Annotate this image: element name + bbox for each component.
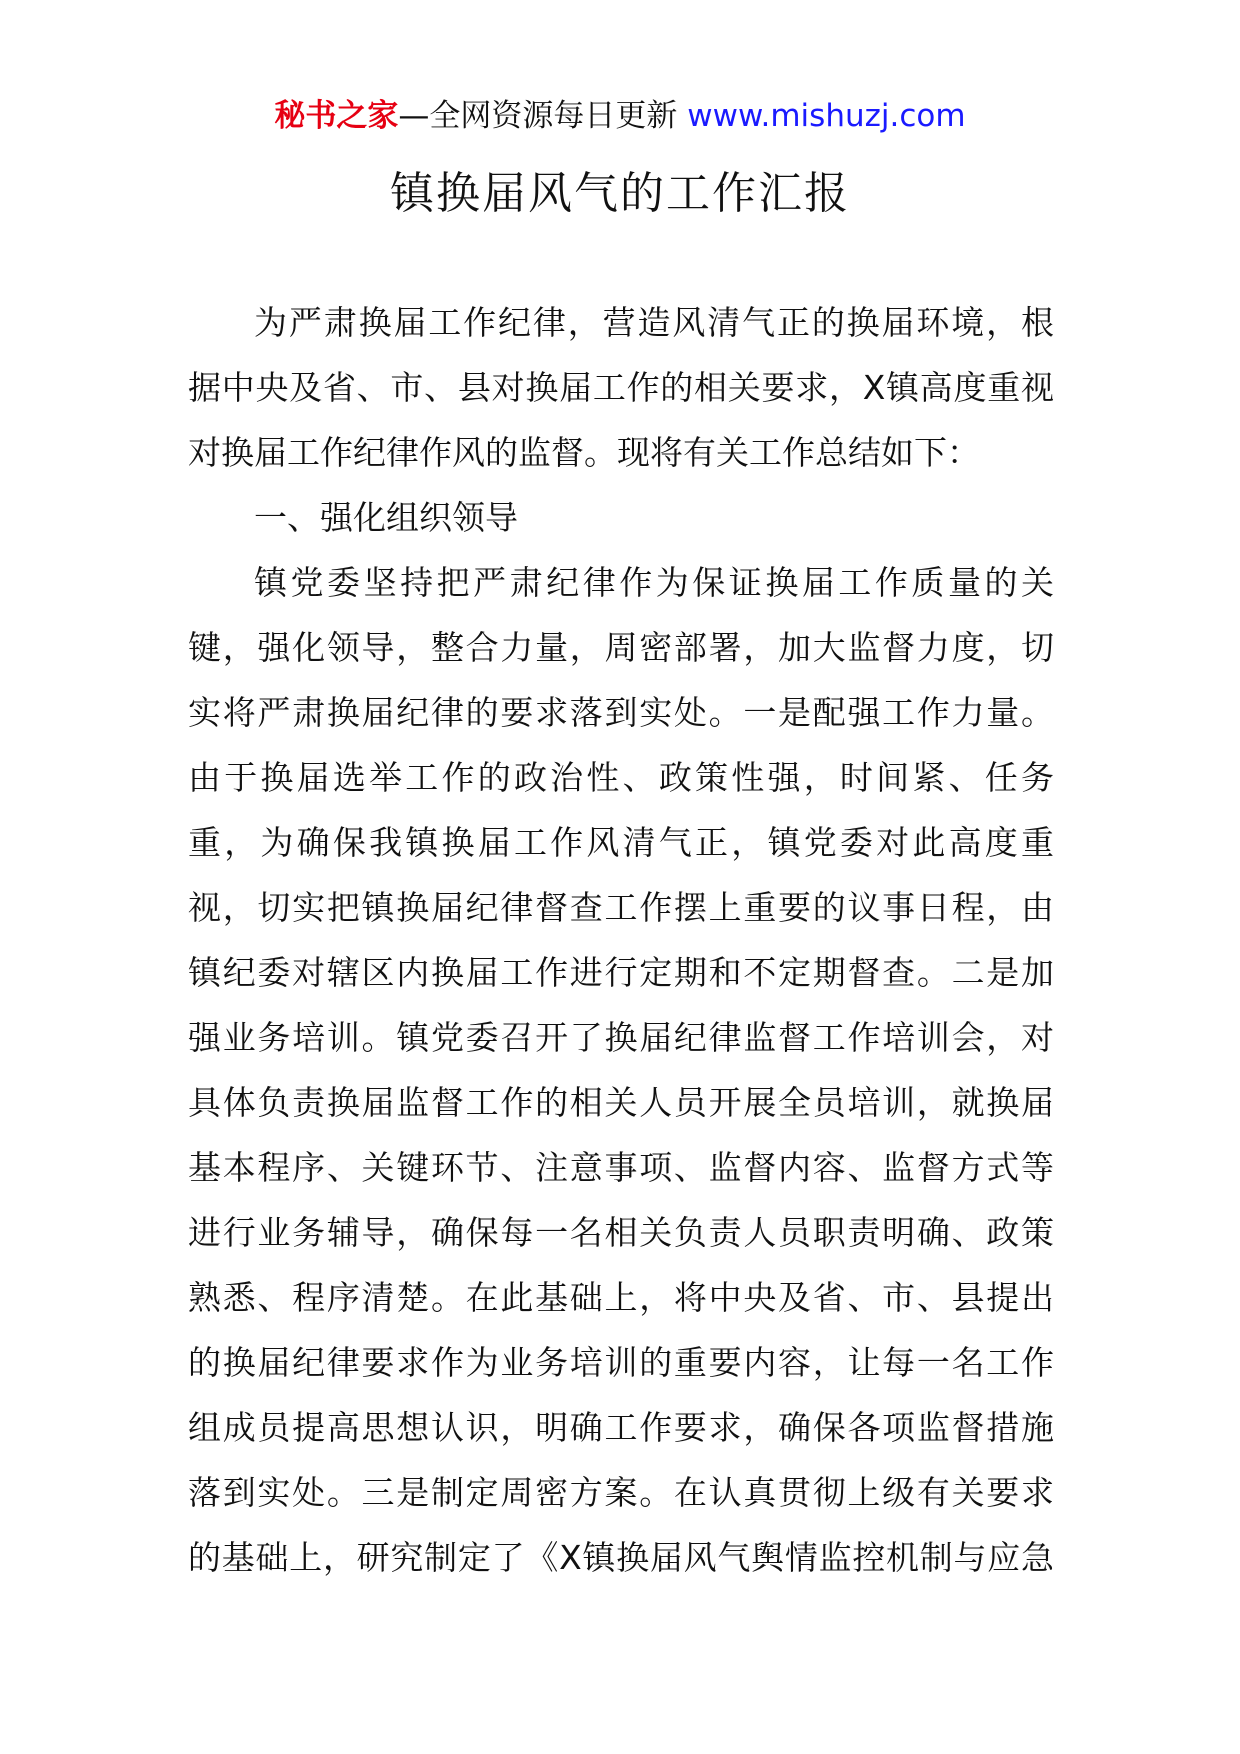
paragraph-line: 键，强化领导，整合力量，周密部署，加大监督力度，切: [188, 628, 1054, 667]
section-heading: 一、强化组织领导: [254, 498, 518, 537]
paragraph-line: 强业务培训。镇党委召开了换届纪律监督工作培训会，对: [188, 1018, 1054, 1057]
paragraph-line: 据中央及省、市、县对换届工作的相关要求，X镇高度重视: [188, 368, 1054, 407]
paragraph-line: 重，为确保我镇换届工作风清气正，镇党委对此高度重: [188, 823, 1054, 862]
paragraph-line: 具体负责换届监督工作的相关人员开展全员培训，就换届: [188, 1083, 1054, 1122]
paragraph-line: 镇党委坚持把严肃纪律作为保证换届工作质量的关: [254, 563, 1054, 602]
paragraph-line: 进行业务辅导，确保每一名相关负责人员职责明确、政策: [188, 1213, 1054, 1252]
site-header: [0, 96, 1240, 136]
paragraph-line: 组成员提高思想认识，明确工作要求，确保各项监督措施: [188, 1408, 1054, 1447]
paragraph-line: 镇纪委对辖区内换届工作进行定期和不定期督查。二是加: [188, 953, 1054, 992]
paragraph-line: 对换届工作纪律作风的监督。现将有关工作总结如下：: [188, 433, 980, 472]
paragraph-line: 的基础上，研究制定了《X镇换届风气舆情监控机制与应急: [188, 1538, 1054, 1577]
paragraph-line: 视，切实把镇换届纪律督查工作摆上重要的议事日程，由: [188, 888, 1054, 927]
paragraph-line: 落到实处。三是制定周密方案。在认真贯彻上级有关要求: [188, 1473, 1054, 1512]
document-body: [188, 290, 1054, 1590]
site-brand: 秘书之家: [274, 98, 399, 134]
paragraph-line: 熟悉、程序清楚。在此基础上，将中央及省、市、县提出: [188, 1278, 1054, 1317]
site-slogan: —全网资源每日更新: [398, 98, 678, 134]
paragraph-line: 的换届纪律要求作为业务培训的重要内容，让每一名工作: [188, 1343, 1054, 1382]
paragraph-line: 实将严肃换届纪律的要求落到实处。一是配强工作力量。: [188, 693, 1054, 732]
paragraph-line: 由于换届选举工作的政治性、政策性强，时间紧、任务: [188, 758, 1054, 797]
paragraph-line: 为严肃换届工作纪律，营造风清气正的换届环境，根: [254, 303, 1054, 342]
document-title: 镇换届风气的工作汇报: [390, 168, 850, 219]
site-url-link[interactable]: www.mishuzj.com: [687, 98, 966, 134]
paragraph-line: 基本程序、关键环节、注意事项、监督内容、监督方式等: [188, 1148, 1054, 1187]
